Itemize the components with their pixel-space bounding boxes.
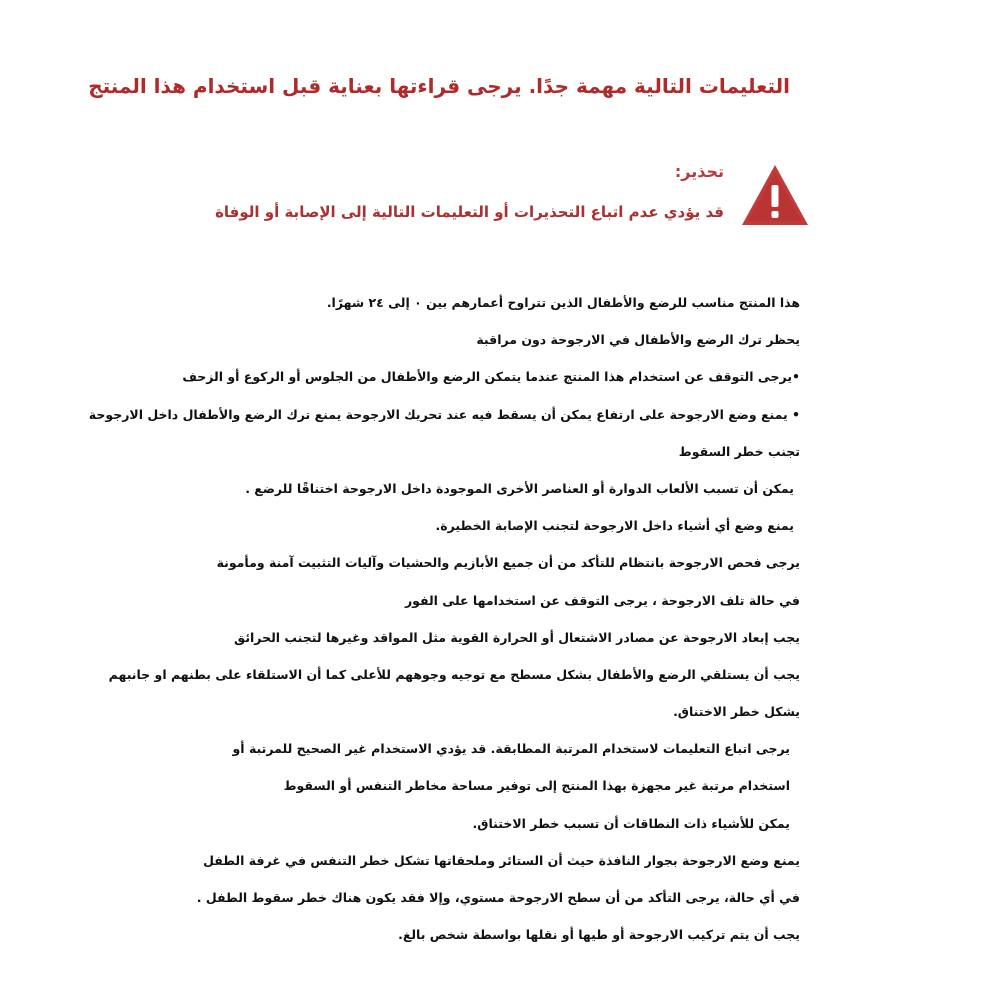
- instruction-line: هذا المنتج مناسب للرضع والأطفال الذين تتراوح أعمارهم بين ٠ إلى ٢٤ شهرًا.: [326, 295, 800, 310]
- instruction-line: في أي حالة، يرجى التأكد من أن سطح الارجوحة مستوي، وإلا فقد يكون هناك خطر سقوط الطفل .: [196, 890, 800, 905]
- instruction-line: • يمنع وضع الارجوحة على ارتفاع يمكن أن يسقط فيه عند تحريك الارجوحة يمنع ترك الرضع والأطفال داخل الارجوحة: [88, 406, 800, 422]
- warning-label: تحذير:: [674, 162, 724, 181]
- page-title: التعليمات التالية مهمة جدًا. يرجى قراءتها بعناية قبل استخدام هذا المنتج: [88, 74, 790, 98]
- instruction-line: يجب إبعاد الارجوحة عن مصادر الاشتعال أو الحرارة القوية مثل المواقد وغيرها لتجنب الحرائق: [234, 629, 800, 645]
- instruction-line: يمكن أن تسبب الألعاب الدوارة أو العناصر الأخرى الموجودة داخل الارجوحة اختناقًا للرضع .: [245, 480, 794, 496]
- warning-text: قد يؤدي عدم اتباع التحذيرات أو التعليمات التالية إلى الإصابة أو الوفاة: [215, 203, 724, 221]
- instruction-line: في حالة تلف الارجوحة ، يرجى التوقف عن استخدامها على الفور: [404, 592, 800, 608]
- warning-triangle-icon: [740, 163, 810, 227]
- instruction-line: يشكل خطر الاختناق.: [673, 704, 800, 720]
- instruction-line: استخدام مرتبة غير مجهزة بهذا المنتج إلى توفير مساحة مخاطر التنفس أو السقوط: [283, 778, 790, 794]
- instruction-line: يرجى اتباع التعليمات لاستخدام المرتبة المطابقة. قد يؤدي الاستخدام غير الصحيح للمرتبة أو: [232, 741, 790, 757]
- instruction-line: •يرجى التوقف عن استخدام هذا المنتج عندما يتمكن الرضع والأطفال من الجلوس أو الركوع أو الزحف: [182, 369, 800, 385]
- instruction-line: تجنب خطر السقوط: [678, 443, 800, 459]
- warning-section: [200, 155, 810, 235]
- instruction-line: يمنع وضع الارجوحة بجوار النافذة حيث أن الستائر وملحقاتها تشكل خطر التنفس في غرفة الطفل: [203, 852, 800, 868]
- instruction-line: يحظر ترك الرضع والأطفال في الارجوحة دون مراقبة: [476, 332, 800, 348]
- instruction-line: يمكن للأشياء ذات النطاقات أن تسبب خطر الاختناق.: [472, 815, 790, 831]
- instruction-line: يمنع وضع أي أشياء داخل الارجوحة لتجنب الإصابة الخطيرة.: [435, 518, 794, 534]
- instruction-line: يجب أن يتم تركيب الارجوحة أو طيها أو نقلها بواسطة شخص بالغ.: [398, 927, 800, 943]
- instruction-list: [88, 284, 800, 953]
- instruction-line: يرجى فحص الارجوحة بانتظام للتأكد من أن جميع الأبازيم والحشيات وآليات التثبيت آمنة ومأمونة: [216, 555, 800, 571]
- instruction-line: يجب أن يستلقي الرضع والأطفال بشكل مسطح مع توجيه وجوههم للأعلى كما أن الاستلقاء على بطنهم او جانبهم: [108, 666, 800, 682]
